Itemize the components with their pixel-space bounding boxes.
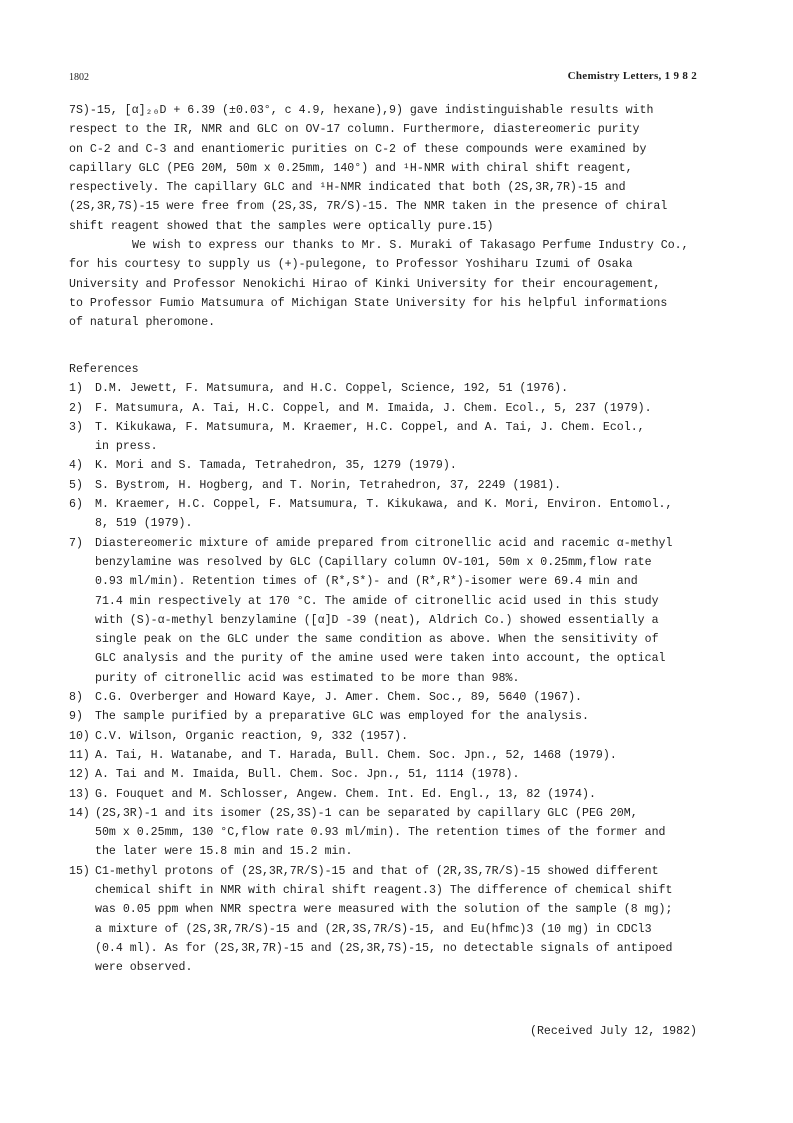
reference-item [69, 495, 741, 534]
reference-number: 7) [69, 536, 83, 550]
reference-line: A. Tai, H. Watanabe, and T. Harada, Bull. Chem. Soc. Jpn., 52, 1468 (1979). [95, 748, 617, 762]
reference-text [95, 727, 741, 746]
reference-item [69, 456, 741, 475]
reference-line: K. Mori and S. Tamada, Tetrahedron, 35, 1279 (1979). [95, 459, 457, 473]
reference-item [69, 418, 741, 457]
reference-item [69, 765, 741, 784]
reference-text [95, 379, 741, 398]
reference-text [95, 534, 741, 688]
reference-line: D.M. Jewett, F. Matsumura, and H.C. Coppel, Science, 192, 51 (1976). [95, 382, 569, 396]
acknowledgement-paragraph [69, 236, 741, 332]
reference-line: Diastereomeric mixture of amide prepared from citronellic acid and racemic α-methyl [95, 536, 673, 550]
reference-number: 6) [69, 498, 83, 512]
reference-number: 3) [69, 420, 83, 434]
reference-line: 71.4 min respectively at 170 °C. The amide of citronellic acid used in this study [95, 594, 659, 608]
reference-text [95, 765, 741, 784]
reference-line: C1-methyl protons of (2S,3R,7R/S)-15 and that of (2R,3S,7R/S)-15 showed different [95, 864, 659, 878]
reference-text [95, 785, 741, 804]
text-line: respect to the IR, NMR and GLC on OV-17 column. Furthermore, diastereomeric purity [69, 123, 640, 137]
reference-line: single peak on the GLC under the same condition as above. When the sensitivity of [95, 633, 659, 647]
reference-list [69, 379, 741, 977]
references-heading: References [69, 363, 139, 376]
reference-text [95, 418, 741, 457]
text-line: on C-2 and C-3 and enantiomeric purities on C-2 of these compounds were examined by [69, 142, 647, 156]
reference-number: 1) [69, 382, 83, 396]
reference-line: T. Kikukawa, F. Matsumura, M. Kraemer, H.C. Coppel, and A. Tai, J. Chem. Ecol., [95, 420, 645, 434]
reference-item [69, 399, 741, 418]
reference-line: (2S,3R)-1 and its isomer (2S,3S)-1 can be separated by capillary GLC (PEG 20M, [95, 806, 638, 820]
text-line: capillary GLC (PEG 20M, 50m x 0.25mm, 140°) and ¹H-NMR with chiral shift reagent, [69, 161, 633, 175]
reference-item [69, 804, 741, 862]
text-line: We wish to express our thanks to Mr. S. Muraki of Takasago Perfume Industry Co., [132, 239, 689, 252]
paragraph-continuation [69, 101, 741, 236]
reference-item [69, 688, 741, 707]
text-line: of natural pheromone. [69, 316, 216, 330]
reference-line: 0.93 ml/min). Retention times of (R*,S*)- and (R*,R*)-isomer were 69.4 min and [95, 575, 638, 589]
reference-item [69, 534, 741, 688]
reference-line: A. Tai and M. Imaida, Bull. Chem. Soc. Jpn., 51, 1114 (1978). [95, 768, 520, 782]
reference-line: M. Kraemer, H.C. Coppel, F. Matsumura, T. Kikukawa, and K. Mori, Environ. Entomol., [95, 498, 673, 512]
reference-line: G. Fouquet and M. Schlosser, Angew. Chem. Int. Ed. Engl., 13, 82 (1974). [95, 787, 596, 801]
reference-item [69, 379, 741, 398]
reference-item [69, 476, 741, 495]
reference-number: 9) [69, 710, 83, 724]
text-line: 7S)-15, [α]₂₀D + 6.39 (±0.03°, c 4.9, hexane),9) gave indistinguishable results with [69, 104, 654, 117]
reference-line: The sample purified by a preparative GLC was employed for the analysis. [95, 710, 589, 724]
reference-text [95, 746, 741, 765]
received-date: (Received July 12, 1982) [530, 1025, 697, 1038]
reference-text [95, 476, 741, 495]
reference-line: in press. [95, 440, 158, 454]
reference-line: S. Bystrom, H. Hogberg, and T. Norin, Tetrahedron, 37, 2249 (1981). [95, 478, 562, 492]
reference-item [69, 707, 741, 726]
reference-line: C.V. Wilson, Organic reaction, 9, 332 (1957). [95, 729, 409, 743]
journal-header: Chemistry Letters, 1 9 8 2 [567, 70, 697, 82]
reference-text [95, 804, 741, 862]
text-line: shift reagent showed that the samples were optically pure.15) [69, 219, 494, 233]
reference-line: F. Matsumura, A. Tai, H.C. Coppel, and M. Imaida, J. Chem. Ecol., 5, 237 (1979). [95, 401, 652, 415]
reference-number: 12) [69, 768, 90, 782]
text-line: for his courtesy to supply us (+)-pulegone, to Professor Yoshiharu Izumi of Osaka [69, 258, 633, 272]
reference-number: 8) [69, 691, 83, 705]
reference-line: the later were 15.8 min and 15.2 min. [95, 845, 353, 859]
reference-line: 50m x 0.25mm, 130 °C,flow rate 0.93 ml/min). The retention times of the former and [95, 826, 666, 840]
page-number: 1802 [69, 72, 89, 83]
reference-item [69, 862, 741, 978]
reference-line: (0.4 ml). As for (2S,3R,7R)-15 and (2S,3R,7S)-15, no detectable signals of antipoed [95, 941, 673, 955]
reference-text [95, 399, 741, 418]
reference-line: chemical shift in NMR with chiral shift reagent.3) The difference of chemical shift [95, 884, 673, 898]
reference-line: with (S)-α-methyl benzylamine ([α]D -39 (neat), Aldrich Co.) showed essentially a [95, 613, 659, 627]
reference-number: 11) [69, 748, 90, 762]
reference-line: a mixture of (2S,3R,7R/S)-15 and (2R,3S,7R/S)-15, and Eu(hfmc)3 (10 mg) in CDCl3 [95, 922, 652, 936]
reference-text [95, 495, 741, 534]
reference-line: was 0.05 ppm when NMR spectra were measured with the solution of the sample (8 mg); [95, 903, 673, 917]
reference-number: 13) [69, 787, 90, 801]
reference-number: 5) [69, 478, 83, 492]
reference-number: 4) [69, 459, 83, 473]
reference-line: C.G. Overberger and Howard Kaye, J. Amer. Chem. Soc., 89, 5640 (1967). [95, 691, 583, 705]
reference-text [95, 456, 741, 475]
reference-text [95, 862, 741, 978]
text-line: respectively. The capillary GLC and ¹H-NMR indicated that both (2S,3R,7R)-15 and [69, 181, 626, 195]
reference-number: 2) [69, 401, 83, 415]
reference-number: 15) [69, 864, 90, 878]
reference-number: 10) [69, 729, 90, 743]
reference-line: 8, 519 (1979). [95, 517, 193, 531]
reference-line: benzylamine was resolved by GLC (Capillary column OV-101, 50m x 0.25mm,flow rate [95, 555, 652, 569]
reference-item [69, 727, 741, 746]
reference-item [69, 746, 741, 765]
reference-line: were observed. [95, 961, 193, 975]
reference-line: purity of citronellic acid was estimated to be more than 98%. [95, 671, 520, 685]
reference-item [69, 785, 741, 804]
reference-number: 14) [69, 806, 90, 820]
text-line: (2S,3R,7S)-15 were free from (2S,3S, 7R/S)-15. The NMR taken in the presence of chiral [69, 200, 668, 214]
reference-line: GLC analysis and the purity of the amine used were taken into account, the optical [95, 652, 666, 666]
text-line: to Professor Fumio Matsumura of Michigan State University for his helpful informations [69, 296, 668, 310]
text-line: University and Professor Nenokichi Hirao of Kinki University for their encouragement, [69, 277, 661, 291]
references-section [69, 360, 741, 978]
reference-text [95, 688, 741, 707]
reference-text [95, 707, 741, 726]
